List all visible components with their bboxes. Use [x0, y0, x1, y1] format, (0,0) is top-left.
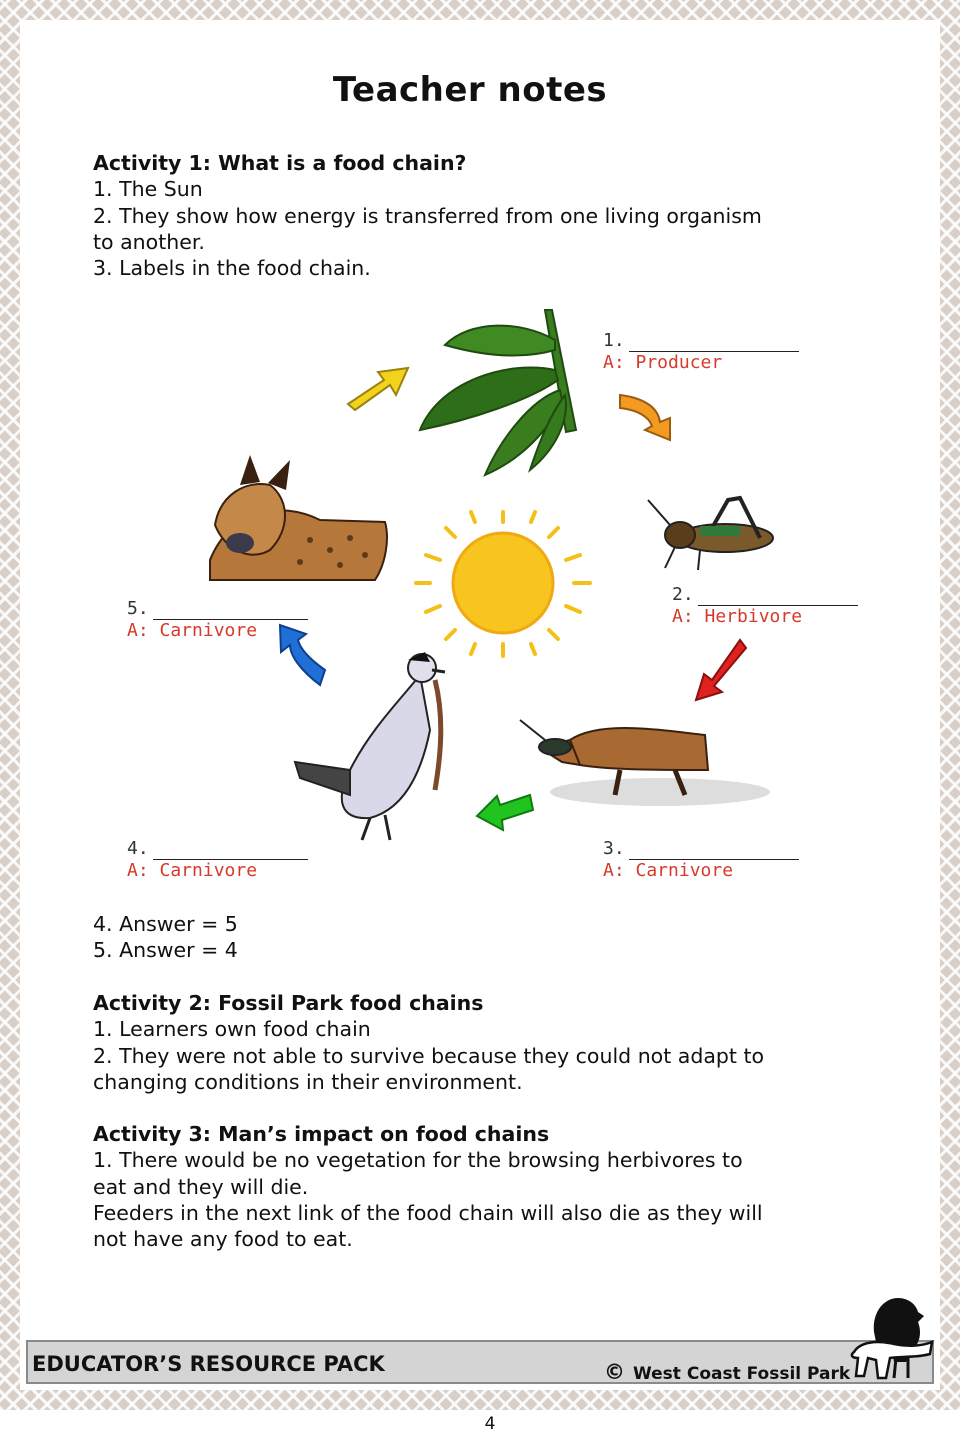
lizard-icon [520, 720, 770, 806]
fossil-park-logo-icon [846, 1292, 936, 1384]
chain-answer-5: A: Carnivore [127, 620, 258, 641]
footer-copyright [604, 1360, 850, 1384]
activity-1-section [93, 150, 762, 281]
activity-1-line: 2. They show how energy is transferred from one living organism [93, 203, 762, 228]
lynx-icon [210, 455, 387, 580]
chain-label-3: 3. A: Carnivore [603, 838, 799, 882]
page-number: 4 [484, 1414, 496, 1434]
activity-2-line: 2. They were not able to survive because they could not adapt to [93, 1043, 765, 1068]
sun-icon [416, 512, 590, 656]
chain-label-1: 1. A: Producer [603, 330, 799, 374]
chain-label-5: 5. A: Carnivore [127, 598, 308, 642]
footer-title: EDUCATOR’S RESOURCE PACK [32, 1352, 385, 1376]
plant-leaves-icon [420, 310, 576, 475]
activity-1-line: 3. Labels in the food chain. [93, 256, 371, 281]
activity-3-heading: Activity 3: Man’s impact on food chains [93, 1122, 550, 1146]
activity-1-heading: Activity 1: What is a food chain? [93, 151, 467, 175]
activity-3-line: Feeders in the next link of the food chain will also die as they will [93, 1200, 763, 1225]
chain-label-4: 4. A: Carnivore [127, 838, 308, 882]
activity-2-heading: Activity 2: Fossil Park food chains [93, 991, 484, 1015]
footer-org: West Coast Fossil Park [633, 1364, 851, 1384]
activity-3-section [93, 1121, 763, 1252]
activity-2-line: 1. Learners own food chain [93, 1017, 371, 1042]
chain-answer-4: A: Carnivore [127, 860, 258, 881]
activity-2-section [93, 990, 764, 1095]
activity-1-line: 1. The Sun [93, 177, 203, 202]
arrow-red-icon [696, 640, 746, 700]
chain-answer-3: A: Carnivore [603, 860, 734, 881]
chain-answer-2: A: Herbivore [672, 606, 803, 627]
answers-section [93, 911, 238, 964]
activity-3-line: not have any food to eat. [93, 1227, 353, 1252]
page-title: Teacher notes [332, 70, 608, 110]
food-chain-diagram [100, 300, 880, 900]
activity-1-line: to another. [93, 229, 205, 254]
answer-line: 5. Answer = 4 [93, 938, 238, 963]
answer-line: 4. Answer = 5 [93, 912, 238, 936]
activity-2-line: changing conditions in their environment. [93, 1069, 523, 1094]
copyright-symbol: © [604, 1360, 625, 1384]
arrow-yellow-icon [348, 368, 408, 410]
arrow-orange-icon [620, 395, 670, 440]
grasshopper-icon [648, 498, 773, 570]
arrow-green-icon [477, 795, 533, 830]
chain-label-2: 2. A: Herbivore [672, 584, 858, 628]
activity-3-line: eat and they will die. [93, 1174, 309, 1199]
activity-3-line: 1. There would be no vegetation for the browsing herbivores to [93, 1148, 743, 1173]
chain-answer-1: A: Producer [603, 352, 723, 373]
